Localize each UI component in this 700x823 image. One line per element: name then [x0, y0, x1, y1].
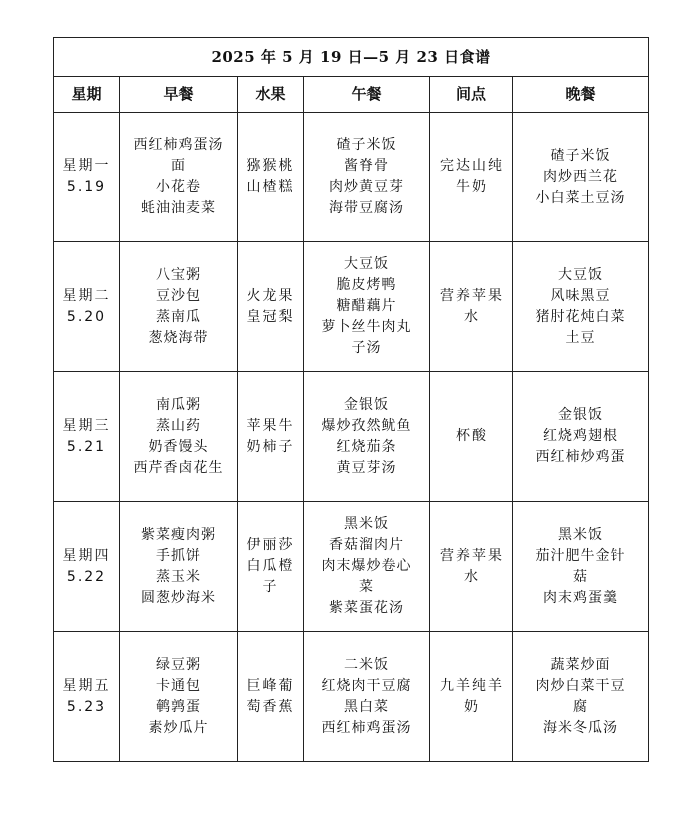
fruit-cell — [238, 242, 304, 372]
menu-item: 素炒瓜片 — [148, 719, 209, 736]
dinner-cell — [513, 242, 649, 372]
lunch-cell-lines — [304, 135, 429, 219]
snack-cell — [430, 372, 513, 502]
fruit-cell-text: 伊丽莎白瓜橙子 — [246, 537, 295, 595]
menu-item: 豆沙包 — [156, 287, 201, 304]
dinner-cell — [513, 502, 649, 632]
dinner-cell-lines — [513, 405, 648, 468]
menu-item: 蒸玉米 — [156, 568, 201, 585]
menu-item: 碴子米饭 — [550, 147, 611, 164]
day-rows — [54, 113, 649, 762]
lunch-cell-lines — [304, 514, 429, 619]
dinner-cell-lines — [513, 265, 648, 349]
header-weekday: 星期 — [54, 77, 120, 113]
menu-item: 爆炒孜然鱿鱼 — [321, 417, 412, 434]
fruit-cell — [238, 372, 304, 502]
menu-item: 糖醋藕片 — [336, 298, 397, 314]
weekday-label: 星期一 — [62, 158, 111, 174]
menu-item: 脆皮烤鸭 — [336, 277, 397, 293]
day-row — [54, 242, 649, 372]
menu-item: 红烧鸡翅根 — [543, 428, 619, 444]
menu-item: 肉炒白菜干豆腐 — [535, 677, 626, 715]
menu-item: 小白菜土豆汤 — [535, 189, 626, 206]
day-row — [54, 113, 649, 242]
dinner-cell — [513, 632, 649, 762]
menu-table — [53, 37, 649, 762]
header-dinner: 晚餐 — [513, 77, 649, 113]
breakfast-cell-lines — [120, 655, 237, 739]
fruit-cell-text: 火龙果皇冠梨 — [246, 287, 295, 325]
breakfast-cell — [120, 242, 238, 372]
menu-item: 茄汁肥牛金针菇 — [535, 547, 626, 585]
menu-item: 西芹香卤花生 — [133, 459, 224, 476]
day-cell — [54, 113, 120, 242]
breakfast-cell — [120, 113, 238, 242]
menu-item: 二米饭 — [344, 656, 389, 673]
fruit-cell — [238, 632, 304, 762]
day-cell — [54, 372, 120, 502]
header-snack: 间点 — [430, 77, 513, 113]
day-row — [54, 372, 649, 502]
date-label: 5.23 — [66, 698, 107, 715]
lunch-cell — [304, 372, 430, 502]
snack-cell — [430, 502, 513, 632]
snack-cell — [430, 113, 513, 242]
menu-item: 红烧茄条 — [336, 438, 397, 455]
breakfast-cell — [120, 632, 238, 762]
header-breakfast: 早餐 — [120, 77, 238, 113]
lunch-cell — [304, 632, 430, 762]
menu-item: 金银饭 — [344, 396, 389, 413]
menu-item: 海带豆腐汤 — [329, 200, 404, 216]
lunch-cell — [304, 113, 430, 242]
weekday-label: 星期二 — [62, 287, 111, 304]
snack-cell-text: 九羊纯羊奶 — [440, 677, 504, 715]
weekday-label: 星期四 — [62, 547, 111, 564]
menu-item: 鹌鹑蛋 — [156, 698, 201, 715]
menu-item: 葱烧海带 — [148, 329, 209, 346]
lunch-cell — [304, 242, 430, 372]
menu-item: 西红柿鸡蛋汤 — [321, 719, 412, 736]
menu-item: 绿豆粥 — [156, 656, 201, 673]
menu-item: 圆葱炒海米 — [141, 589, 216, 606]
date-label: 5.21 — [66, 438, 107, 455]
menu-item: 萝卜丝牛肉丸子汤 — [321, 319, 412, 356]
menu-title: 2025 年 5 月 19 日—5 月 23 日食谱 — [54, 38, 649, 77]
lunch-cell-lines — [304, 655, 429, 739]
menu-item: 肉炒西兰花 — [543, 168, 619, 185]
header-row — [54, 77, 649, 113]
menu-item: 香菇溜肉片 — [329, 537, 404, 553]
menu-item: 碴子米饭 — [336, 137, 397, 153]
menu-item: 紫菜瘦肉粥 — [141, 526, 216, 543]
breakfast-cell-lines — [120, 525, 237, 609]
breakfast-cell-lines — [120, 135, 237, 219]
menu-item: 猪肘花炖白菜土豆 — [535, 308, 626, 346]
breakfast-cell-lines — [120, 265, 237, 349]
menu-item: 面 — [171, 158, 186, 174]
date-label: 5.22 — [66, 568, 107, 585]
menu-item: 肉炒黄豆芽 — [329, 179, 404, 195]
menu-item: 金银饭 — [558, 407, 604, 423]
date-label: 5.20 — [66, 308, 107, 325]
menu-item: 酱脊骨 — [344, 158, 389, 174]
day-cell — [54, 502, 120, 632]
menu-item: 奶香馒头 — [148, 438, 209, 455]
day-row — [54, 632, 649, 762]
menu-item: 小花卷 — [156, 179, 201, 195]
menu-item: 卡通包 — [156, 677, 201, 694]
breakfast-cell — [120, 372, 238, 502]
snack-cell-text: 营养苹果水 — [440, 287, 504, 325]
dinner-cell — [513, 113, 649, 242]
dinner-cell-lines — [513, 146, 648, 209]
day-cell — [54, 242, 120, 372]
fruit-cell — [238, 113, 304, 242]
menu-item: 蒸南瓜 — [156, 308, 201, 325]
lunch-cell-lines — [304, 395, 429, 479]
menu-item: 红烧肉干豆腐 — [321, 677, 412, 694]
title-row — [54, 38, 649, 77]
menu-item: 大豆饭 — [344, 256, 389, 272]
menu-item: 蔬菜炒面 — [550, 656, 611, 673]
menu-item: 肉末爆炒卷心菜 — [321, 558, 412, 595]
header-fruit: 水果 — [238, 77, 304, 113]
lunch-cell-lines — [304, 254, 429, 359]
dinner-cell-lines — [513, 655, 648, 739]
menu-item: 手抓饼 — [156, 547, 201, 564]
menu-item: 黄豆芽汤 — [336, 459, 397, 476]
date-label: 5.19 — [66, 179, 107, 195]
breakfast-cell-lines — [120, 395, 237, 479]
menu-item: 风味黑豆 — [550, 287, 611, 304]
menu-item: 八宝粥 — [156, 266, 201, 283]
day-row — [54, 502, 649, 632]
menu-item: 肉末鸡蛋羹 — [543, 589, 619, 606]
menu-item: 大豆饭 — [558, 266, 604, 283]
snack-cell-text: 完达山纯牛奶 — [440, 158, 504, 195]
weekday-label: 星期三 — [62, 417, 111, 434]
menu-item: 蚝油油麦菜 — [141, 200, 216, 216]
snack-cell-text: 杯酸 — [456, 428, 488, 444]
day-cell — [54, 632, 120, 762]
weekday-label: 星期五 — [62, 677, 111, 694]
fruit-cell-text: 苹果牛奶柿子 — [246, 417, 295, 455]
menu-item: 黑白菜 — [344, 698, 389, 715]
fruit-cell — [238, 502, 304, 632]
snack-cell — [430, 632, 513, 762]
snack-cell-text: 营养苹果水 — [440, 547, 504, 585]
menu-item: 西红柿炒鸡蛋 — [535, 449, 626, 465]
lunch-cell — [304, 502, 430, 632]
header-lunch: 午餐 — [304, 77, 430, 113]
dinner-cell — [513, 372, 649, 502]
dinner-cell-lines — [513, 525, 648, 609]
menu-item: 南瓜粥 — [156, 396, 201, 413]
fruit-cell-text: 巨峰葡萄香蕉 — [246, 677, 295, 715]
breakfast-cell — [120, 502, 238, 632]
menu-item: 海米冬瓜汤 — [543, 719, 619, 736]
menu-item: 黑米饭 — [344, 516, 389, 532]
menu-item: 蒸山药 — [156, 417, 201, 434]
snack-cell — [430, 242, 513, 372]
menu-item: 黑米饭 — [558, 526, 604, 543]
fruit-cell-text: 猕猴桃山楂糕 — [246, 158, 295, 195]
menu-item: 西红柿鸡蛋汤 — [133, 137, 224, 153]
menu-item: 紫菜蛋花汤 — [329, 600, 404, 616]
